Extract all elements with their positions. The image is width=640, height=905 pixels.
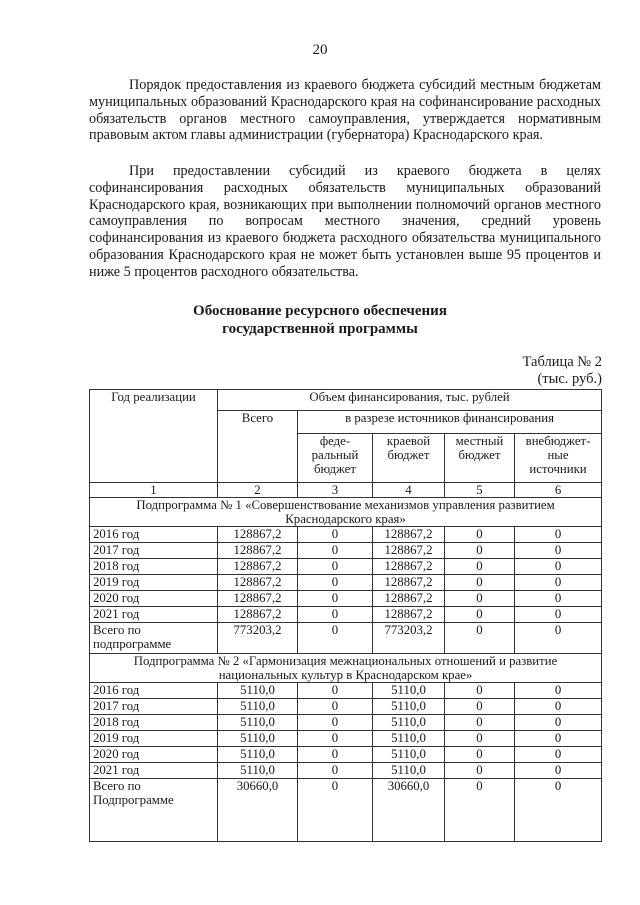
local-cell: 0 [445,779,515,842]
extra-cell: 0 [515,527,602,543]
year-cell: 2018 год [90,715,218,731]
column-number: 2 [218,483,298,498]
section-title-line2: государственной программы [222,321,418,337]
federal-cell: 0 [298,559,373,575]
local-cell: 0 [445,591,515,607]
regional-cell: 128867,2 [373,575,445,591]
federal-cell: 0 [298,607,373,623]
table-row [90,715,602,731]
year-cell: 2020 год [90,591,218,607]
total-cell: 128867,2 [218,559,298,575]
local-cell: 0 [445,543,515,559]
table-row [90,559,602,575]
regional-cell: 128867,2 [373,527,445,543]
local-cell: 0 [445,559,515,575]
header-local: местный бюджет [445,434,515,483]
year-cell: 2021 год [90,763,218,779]
subprogram-1-title: Подпрограмма № 1 «Совершенствование механизмов управления развитием Краснодарского края» [90,498,602,527]
federal-cell: 0 [298,683,373,699]
regional-cell: 5110,0 [373,699,445,715]
column-number: 4 [373,483,445,498]
column-number: 5 [445,483,515,498]
section-title [0,302,640,338]
federal-cell: 0 [298,575,373,591]
extra-cell: 0 [515,683,602,699]
total-cell: 5110,0 [218,763,298,779]
header-regional: краевой бюджет [373,434,445,483]
federal-cell: 0 [298,715,373,731]
subprogram-2-title: Подпрограмма № 2 «Гармонизация межнациональных отношений и развитие национальных культур в Краснодарском крае» [90,654,602,683]
table-row [90,591,602,607]
table-caption [523,354,602,388]
year-cell: 2018 год [90,559,218,575]
extra-cell: 0 [515,559,602,575]
total-cell: 773203,2 [218,623,298,654]
paragraph-subsidy-procedure: Порядок предоставления из краевого бюджета субсидий местным бюджетам муниципальных образований Краснодарского края на софинансирование расходных обязательств органов местного самоуправления, утверждается нормативным правовым актом главы администрации (губернатора) Краснодарского края. [89,77,601,144]
extra-cell: 0 [515,747,602,763]
year-cell: 2017 год [90,543,218,559]
total-cell: 5110,0 [218,731,298,747]
total-cell: 5110,0 [218,683,298,699]
regional-cell: 128867,2 [373,543,445,559]
table-row [90,763,602,779]
regional-cell: 773203,2 [373,623,445,654]
federal-cell: 0 [298,543,373,559]
federal-cell: 0 [298,731,373,747]
table-total-row [90,623,602,654]
regional-cell: 5110,0 [373,763,445,779]
total-cell: 5110,0 [218,747,298,763]
table-total-row [90,779,602,842]
total-cell: 128867,2 [218,543,298,559]
extra-cell: 0 [515,607,602,623]
regional-cell: 5110,0 [373,731,445,747]
total-label: Всего по Подпрограмме [90,779,218,842]
local-cell: 0 [445,527,515,543]
regional-cell: 128867,2 [373,591,445,607]
regional-cell: 128867,2 [373,559,445,575]
extra-cell: 0 [515,731,602,747]
local-cell: 0 [445,747,515,763]
federal-cell: 0 [298,763,373,779]
total-cell: 128867,2 [218,575,298,591]
year-cell: 2016 год [90,527,218,543]
year-cell: 2019 год [90,731,218,747]
table-number: Таблица № 2 [522,354,602,370]
local-cell: 0 [445,683,515,699]
year-cell: 2020 год [90,747,218,763]
extra-cell: 0 [515,699,602,715]
year-cell: 2021 год [90,607,218,623]
column-number: 1 [90,483,218,498]
regional-cell: 30660,0 [373,779,445,842]
table-row [90,699,602,715]
column-number: 6 [515,483,602,498]
total-cell: 128867,2 [218,527,298,543]
regional-cell: 5110,0 [373,683,445,699]
total-cell: 128867,2 [218,607,298,623]
regional-cell: 128867,2 [373,607,445,623]
local-cell: 0 [445,763,515,779]
table-row [90,683,602,699]
federal-cell: 0 [298,623,373,654]
extra-cell: 0 [515,779,602,842]
header-year: Год реализации [90,390,218,483]
table-units: (тыс. руб.) [537,371,602,387]
federal-cell: 0 [298,747,373,763]
federal-cell: 0 [298,779,373,842]
extra-cell: 0 [515,623,602,654]
table-row [90,747,602,763]
local-cell: 0 [445,699,515,715]
local-cell: 0 [445,575,515,591]
table-row [90,543,602,559]
total-cell: 30660,0 [218,779,298,842]
total-cell: 128867,2 [218,591,298,607]
header-extrabudget: внебюджет-ные источники [515,434,602,483]
extra-cell: 0 [515,715,602,731]
local-cell: 0 [445,731,515,747]
paragraph-cofinancing-level: При предоставлении субсидий из краевого бюджета в целях софинансирования расходных обязательств муниципальных образований Краснодарского края, возникающих при выполнении полномочий органов местного самоуправления по вопросам местного значения, средний уровень софинансирования из краевого бюджета расходного обязательства муниципального образования Краснодарского края не может быть установлен выше 95 процентов и ниже 5 процентов расходного обязательства. [89,163,601,280]
extra-cell: 0 [515,763,602,779]
header-federal: феде-ральный бюджет [298,434,373,483]
extra-cell: 0 [515,591,602,607]
header-by-sources: в разрезе источников финансирования [298,411,602,434]
regional-cell: 5110,0 [373,747,445,763]
total-label: Всего по подпрограмме [90,623,218,654]
resource-table [89,389,602,842]
table-row [90,731,602,747]
federal-cell: 0 [298,527,373,543]
year-cell: 2019 год [90,575,218,591]
header-volume: Объем финансирования, тыс. рублей [218,390,602,411]
table-row [90,575,602,591]
section-title-line1: Обоснование ресурсного обеспечения [193,303,447,319]
regional-cell: 5110,0 [373,715,445,731]
year-cell: 2017 год [90,699,218,715]
table-row [90,527,602,543]
local-cell: 0 [445,623,515,654]
local-cell: 0 [445,715,515,731]
total-cell: 5110,0 [218,699,298,715]
local-cell: 0 [445,607,515,623]
page-number: 20 [312,42,328,58]
year-cell: 2016 год [90,683,218,699]
column-number: 3 [298,483,373,498]
extra-cell: 0 [515,543,602,559]
federal-cell: 0 [298,699,373,715]
total-cell: 5110,0 [218,715,298,731]
header-total: Всего [218,411,298,483]
table-row [90,607,602,623]
extra-cell: 0 [515,575,602,591]
federal-cell: 0 [298,591,373,607]
